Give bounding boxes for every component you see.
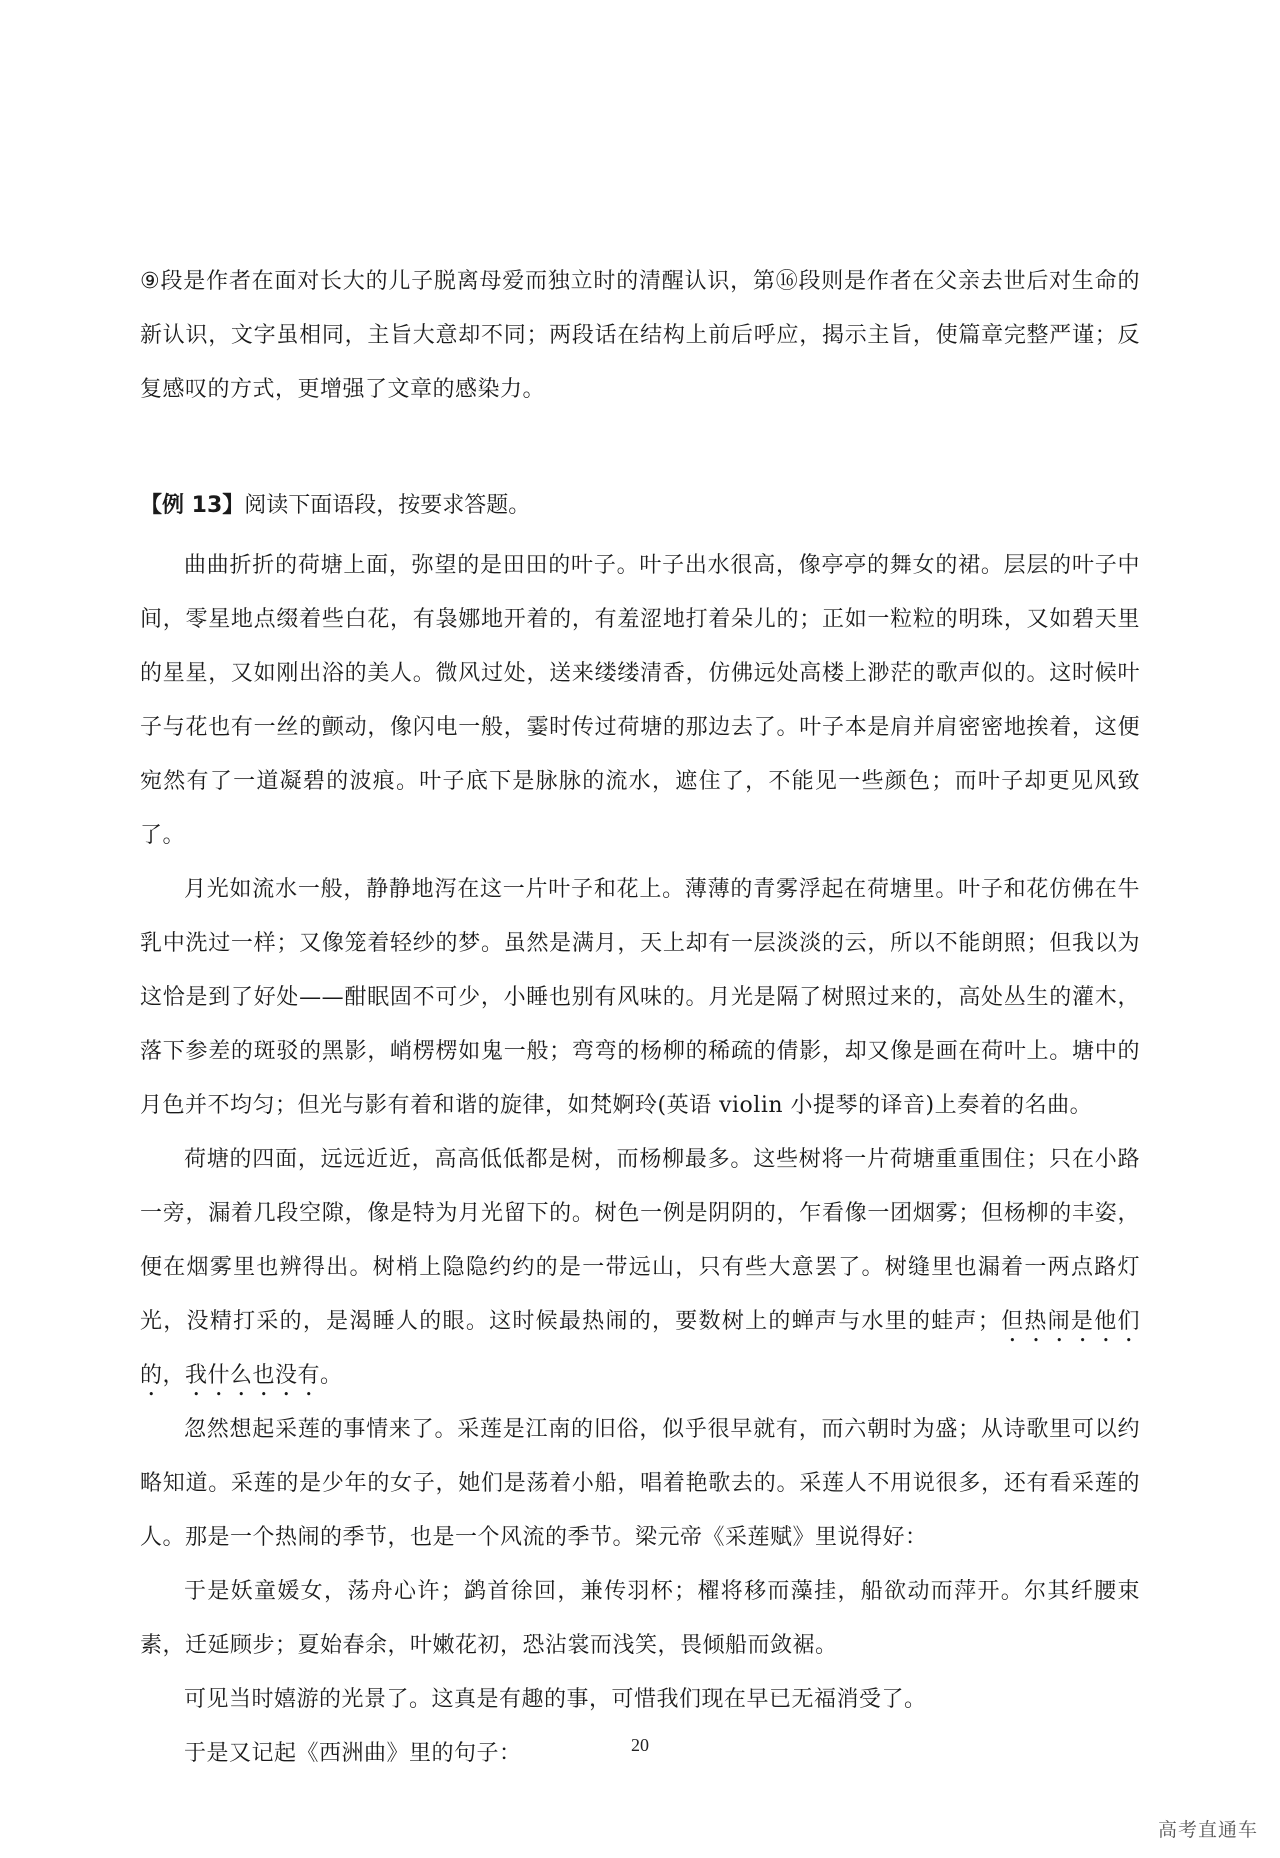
example-instruction: 阅读下面语段，按要求答题。 (244, 493, 531, 518)
passage-paragraph-3-text: 荷塘的四面，远远近近，高高低低都是树，而杨柳最多。这些树将一片荷塘重重围住；只在小路一旁，漏着几段空隙，像是特为月光留下的。树色一例是阴阴的，乍看像一团烟雾；但杨柳的丰姿，便在烟雾里也辨得出。树梢上隐隐约约的是一带远山，只有些大意罢了。树缝里也漏着一两点路灯光，没精打采的，是渴睡人的眼。这时候最热闹的，要数树上的蝉声与水里的蛙声； (140, 1147, 1140, 1334)
example-heading (140, 479, 1140, 533)
passage-paragraph-2: 月光如流水一般，静静地泻在这一片叶子和花上。薄薄的青雾浮起在荷塘里。叶子和花仿佛在牛乳中洗过一样；又像笼着轻纱的梦。虽然是满月，天上却有一层淡淡的云，所以不能朗照；但我以为这恰是到了好处——酣眠固不可少，小睡也别有风味的。月光是隔了树照过来的，高处丛生的灌木，落下参差的斑驳的黑影，峭楞楞如鬼一般；弯弯的杨柳的稀疏的倩影，却又像是画在荷叶上。塘中的月色并不均匀；但光与影有着和谐的旋律，如梵婀玲(英语 violin 小提琴的译音)上奏着的名曲。 (140, 877, 1140, 1118)
page-content (140, 255, 1140, 1781)
emphasized-sentence: 但热闹是他们的，我什么也没有。 (140, 1309, 1140, 1388)
passage-paragraph-3 (140, 1133, 1140, 1403)
example-label: 【例 13】 (140, 493, 245, 518)
analysis-paragraph: ⑨段是作者在面对长大的儿子脱离母爱而独立时的清醒认识，第⑯段则是作者在父亲去世后对生命的新认识，文字虽相同，主旨大意却不同；两段话在结构上前后呼应，揭示主旨，使篇章完整严谨；反复感叹的方式，更增强了文章的感染力。 (140, 269, 1140, 402)
page-number: 20 (631, 1735, 649, 1755)
passage-paragraph-6: 可见当时嬉游的光景了。这真是有趣的事，可惜我们现在早已无福消受了。 (184, 1687, 927, 1712)
passage-paragraph-1: 曲曲折折的荷塘上面，弥望的是田田的叶子。叶子出水很高，像亭亭的舞女的裙。层层的叶子中间，零星地点缀着些白花，有袅娜地开着的，有羞涩地打着朵儿的；正如一粒粒的明珠，又如碧天里的星星，又如刚出浴的美人。微风过处，送来缕缕清香，仿佛远处高楼上渺茫的歌声似的。这时候叶子与花也有一丝的颤动，像闪电一般，霎时传过荷塘的那边去了。叶子本是肩并肩密密地挨着，这便宛然有了一道凝碧的波痕。叶子底下是脉脉的流水，遮住了，不能见一些颜色；而叶子却更见风致了。 (140, 553, 1140, 848)
passage-quote-fu: 于是妖童媛女，荡舟心许；鹢首徐回，兼传羽杯；櫂将移而藻挂，船欲动而萍开。尔其纤腰束素，迁延顾步；夏始春余，叶嫩花初，恐沾裳而浅笑，畏倾船而敛裾。 (140, 1579, 1140, 1658)
watermark: 高考直通车 (1157, 1819, 1258, 1841)
passage-paragraph-7: 于是又记起《西洲曲》里的句子： (184, 1741, 522, 1766)
passage-paragraph-4: 忽然想起采莲的事情来了。采莲是江南的旧俗，似乎很早就有，而六朝时为盛；从诗歌里可以约略知道。采莲的是少年的女子，她们是荡着小船，唱着艳歌去的。采莲人不用说很多，还有看采莲的人。那是一个热闹的季节，也是一个风流的季节。梁元帝《采莲赋》里说得好： (140, 1417, 1140, 1550)
